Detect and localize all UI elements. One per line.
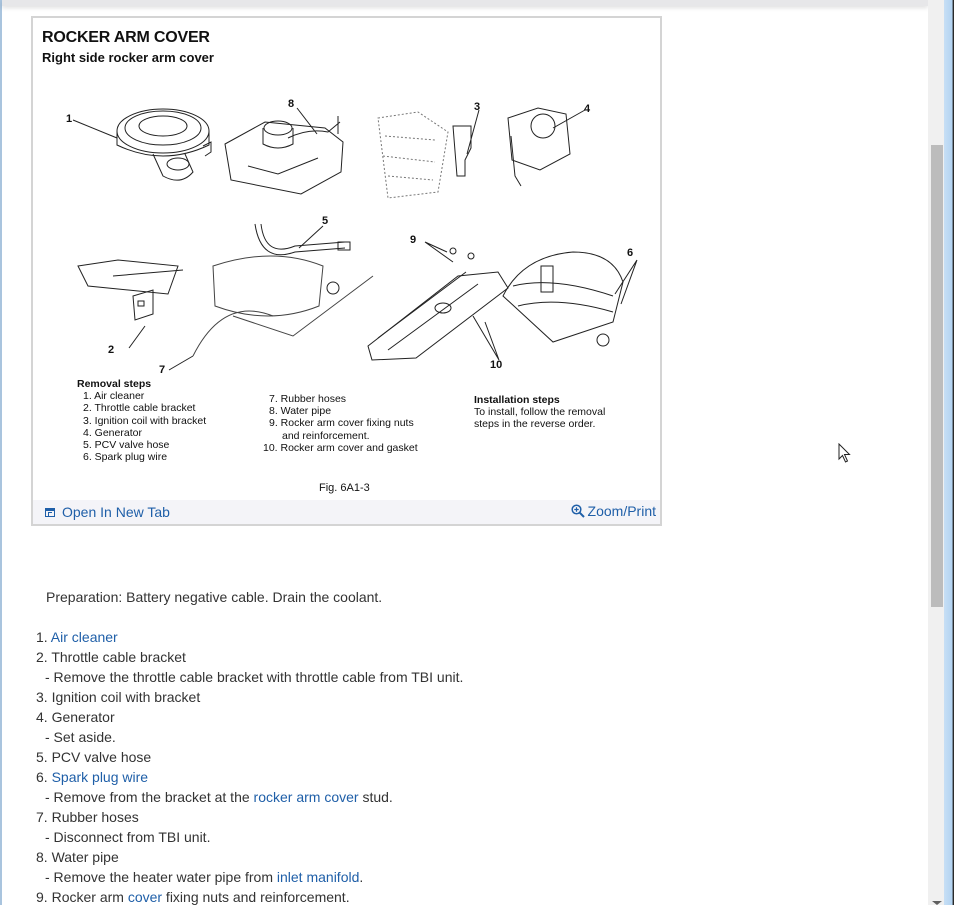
step-number: 4. <box>36 709 52 725</box>
removal-steps-legend <box>77 378 206 463</box>
rocker-arm-cover-link[interactable]: rocker arm cover <box>253 789 359 805</box>
cover-link[interactable]: cover <box>127 889 163 905</box>
step-text: Ignition coil with bracket <box>51 689 201 705</box>
figure-subtitle: Right side rocker arm cover <box>42 50 214 65</box>
preparation-text: Preparation: Battery negative cable. Drain the coolant. <box>46 589 383 605</box>
figure-number: Fig. 6A1-3 <box>319 482 370 494</box>
step-item <box>36 687 463 707</box>
step-item <box>36 707 463 727</box>
step-number: 7. <box>36 809 52 825</box>
step-number: 5. <box>36 749 52 765</box>
step-number: 1. <box>36 629 51 645</box>
installation-heading: Installation steps <box>474 394 560 406</box>
step-item <box>36 747 463 767</box>
callout-9: 9 <box>410 234 417 246</box>
callout-8: 8 <box>288 98 295 110</box>
open-new-tab-icon <box>45 508 55 517</box>
step-subitem: - Set aside. <box>45 729 116 745</box>
step-item <box>36 627 463 647</box>
step-subitem <box>36 787 463 807</box>
throttle-bracket-drawing <box>78 260 183 320</box>
exploded-diagram <box>33 76 660 376</box>
step-item <box>36 647 463 667</box>
step-item <box>36 807 463 827</box>
step-item <box>36 887 463 907</box>
inlet-manifold-link[interactable]: inlet manifold <box>276 869 360 885</box>
step-subtext: - Remove from the bracket at the <box>45 789 254 805</box>
figure-footer <box>33 500 660 524</box>
procedure-content <box>36 587 463 907</box>
step-subitem: - Remove the throttle cable bracket with throttle cable from TBI unit. <box>45 669 464 685</box>
zoom-print-button[interactable] <box>571 503 656 519</box>
step-text: Rubber hoses <box>51 809 139 825</box>
generator-drawing <box>508 108 570 186</box>
legend-item: 3. Ignition coil with bracket <box>83 414 207 427</box>
callout-10: 10 <box>490 359 503 371</box>
legend-item: 7. Rubber hoses <box>269 393 347 405</box>
step-number: 3. <box>36 689 52 705</box>
figure-card <box>31 16 662 526</box>
pcv-hose-drawing <box>255 224 350 294</box>
open-in-new-tab-button[interactable] <box>45 504 170 520</box>
air-cleaner-link[interactable]: Air cleaner <box>50 629 118 645</box>
step-item <box>36 767 463 787</box>
legend-item: 1. Air cleaner <box>83 390 145 403</box>
step-subtext: . <box>359 869 364 885</box>
step-text: Throttle cable bracket <box>51 649 186 665</box>
step-number: 9. <box>36 889 52 905</box>
legend-item: 4. Generator <box>83 426 142 439</box>
step-text: PCV valve hose <box>51 749 152 765</box>
step-text: fixing nuts and reinforcement. <box>162 889 350 905</box>
legend-item-continuation: and reinforcement. <box>282 429 370 442</box>
scroll-down-arrow-icon[interactable] <box>932 901 942 905</box>
window-left-edge <box>0 0 2 905</box>
callout-2: 2 <box>108 344 115 356</box>
zoom-print-label: Zoom/Print <box>587 503 656 519</box>
step-subtext: stud. <box>358 789 393 805</box>
legend-item: 9. Rocker arm cover fixing nuts <box>269 417 414 430</box>
step-text: Generator <box>51 709 115 725</box>
callout-4: 4 <box>584 103 591 115</box>
step-subitem: - Disconnect from TBI unit. <box>45 829 211 845</box>
step-number: 6. <box>36 769 52 785</box>
step-text: Water pipe <box>51 849 119 865</box>
step-subtext: - Remove the heater water pipe from <box>45 869 277 885</box>
legend-item: 10. Rocker arm cover and gasket <box>263 441 418 454</box>
callout-6: 6 <box>627 247 634 259</box>
step-subitem <box>36 867 463 887</box>
removal-heading: Removal steps <box>77 378 152 390</box>
vertical-scrollbar[interactable] <box>928 0 944 905</box>
zoom-in-icon <box>571 504 585 518</box>
open-in-new-tab-label: Open In New Tab <box>62 504 170 520</box>
mouse-cursor-icon <box>838 443 852 465</box>
removal-steps-legend-continued <box>263 393 418 454</box>
scrollbar-thumb[interactable] <box>931 145 943 607</box>
air-cleaner-drawing <box>117 109 211 180</box>
legend-item: 5. PCV valve hose <box>83 439 170 452</box>
callout-7: 7 <box>159 364 166 376</box>
installation-text: steps in the reverse order. <box>474 418 596 431</box>
figure-title: ROCKER ARM COVER <box>42 29 210 46</box>
leader-lines <box>73 108 637 370</box>
step-number: 8. <box>36 849 52 865</box>
tbi-unit-drawing <box>225 116 343 194</box>
spark-plug-wire-drawing <box>503 252 623 346</box>
legend-item: 8. Water pipe <box>269 405 332 418</box>
engine-block-drawing <box>193 256 373 356</box>
spark-plug-wire-link[interactable]: Spark plug wire <box>51 769 149 785</box>
legend-item: 2. Throttle cable bracket <box>83 402 196 415</box>
rocker-cover-drawing <box>368 248 508 360</box>
top-header-bar <box>2 0 928 6</box>
step-text: Rocker arm <box>51 889 128 905</box>
callout-5: 5 <box>322 215 329 227</box>
step-number: 2. <box>36 649 52 665</box>
step-item <box>36 847 463 867</box>
legend-item: 6. Spark plug wire <box>83 451 168 464</box>
window-right-edge <box>944 0 954 905</box>
callout-1: 1 <box>66 113 73 125</box>
installation-steps-legend <box>474 394 605 431</box>
installation-text: To install, follow the removal <box>474 406 606 419</box>
ignition-coil-drawing <box>378 112 448 198</box>
callout-3: 3 <box>474 101 481 113</box>
